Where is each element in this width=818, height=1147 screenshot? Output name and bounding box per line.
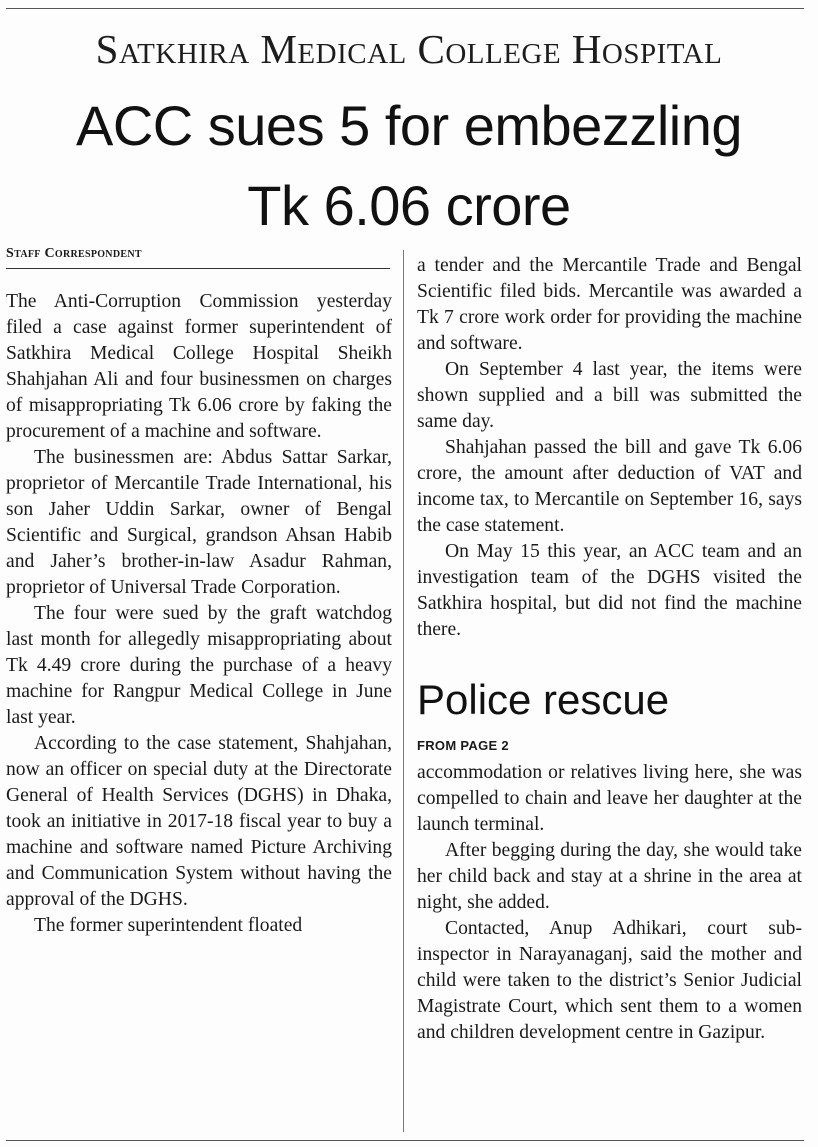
column-divider xyxy=(403,250,404,1132)
byline-rule xyxy=(6,268,390,269)
byline: Staff Correspondent xyxy=(6,246,142,261)
continuation-paragraph: Contacted, Anup Adhikari, court sub-inspector in Narayanaganj, said the mother and child were taken to the district’s Senior Judicial Magistrate Court, which sent them to a women and children development centre in Gazipur. xyxy=(417,918,802,1043)
headline-line-1: ACC sues 5 for embezzling xyxy=(75,94,742,157)
headline xyxy=(0,86,818,246)
article-paragraph: According to the case statement, Shahjahan, now an officer on special duty at the Directorate General of Health Services (DGHS) in Dhaka, took an initiative in 2017-18 fiscal year to buy a machine and software named Picture Archiving and Communication System without having the approval of the DGHS. xyxy=(6,733,392,910)
article-paragraph: On September 4 last year, the items were shown supplied and a bill was submitted the same day. xyxy=(417,359,802,432)
continuation-paragraph: After begging during the day, she would take her child back and stay at a shrine in the area at night, she added. xyxy=(417,840,802,913)
headline-line-2: Tk 6.06 crore xyxy=(247,174,571,237)
continuation-column xyxy=(417,760,802,1046)
top-rule xyxy=(6,8,804,9)
article-column-left xyxy=(6,289,392,939)
article-paragraph: The former superintendent floated xyxy=(34,915,303,936)
article-paragraph: Shahjahan passed the bill and gave Tk 6.06 crore, the amount after deduction of VAT and income tax, to Mercantile on September 16, says the case statement. xyxy=(417,437,802,536)
article-paragraph: The Anti-Corruption Commission yesterday filed a case against former superintendent of Satkhira Medical College Hospital Sheikh Shahjahan Ali and four businessmen on charges of misappropriating Tk 6.06 crore by faking the procurement of a machine and software. xyxy=(6,291,392,442)
article-paragraph: The businessmen are: Abdus Sattar Sarkar, proprietor of Mercantile Trade International, his son Jaher Uddin Sarkar, owner of Bengal Scientific and Surgical, grandson Ahsan Habib and Jaher’s brother-in-law Asadur Rahman, proprietor of Universal Trade Corporation. xyxy=(6,447,392,598)
article-paragraph: The four were sued by the graft watchdog last month for allegedly misappropriating about Tk 4.49 crore during the purchase of a heavy machine for Rangpur Medical College in June last year. xyxy=(6,603,392,728)
continuation-from-page: FROM PAGE 2 xyxy=(417,738,509,753)
article-column-right xyxy=(417,253,802,643)
kicker: Satkhira Medical College Hospital xyxy=(95,26,723,72)
article-paragraph: On May 15 this year, an ACC team and an investigation team of the DGHS visited the Satkhira hospital, but did not find the machine there. xyxy=(417,541,802,640)
bottom-rule xyxy=(6,1140,804,1141)
article-paragraph: a tender and the Mercantile Trade and Bengal Scientific filed bids. Mercantile was awarded a Tk 7 crore work order for providing the machine and software. xyxy=(417,255,802,354)
continuation-headline: Police rescue xyxy=(417,676,670,723)
continuation-paragraph: accommodation or relatives living here, she was compelled to chain and leave her daughter at the launch terminal. xyxy=(417,762,802,835)
